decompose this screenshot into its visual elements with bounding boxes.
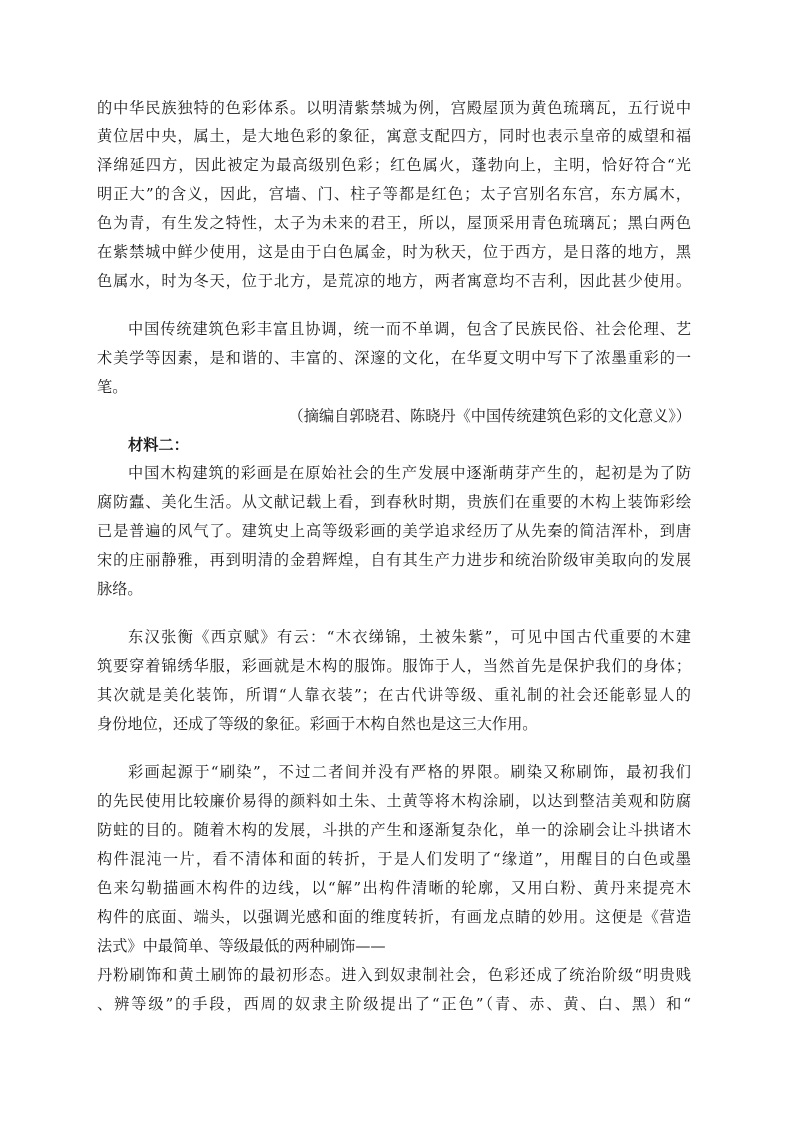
text-line: 丹粉刷饰和黄土刷饰的最初形态。进入到奴隶制社会，色彩还成了统治阶级“明贵贱 xyxy=(97,966,691,984)
text-line: 脉络。 xyxy=(97,580,143,598)
text-line: 的先民使用比较廉价易得的颜料如土朱、土黄等将木构涂刷，以达到整洁美观和防腐 xyxy=(97,792,691,810)
text-line: 色属水，时为冬天，位于北方，是荒凉的地方，两者寓意均不吉利，因此甚少使用。 xyxy=(97,272,691,290)
section-heading: 材料二： xyxy=(128,436,189,454)
text-line: 其次就是美化装饰，所谓“人靠衣装”；在古代讲等级、重礼制的社会还能彰显人的 xyxy=(97,686,691,704)
text-line: 宋的庄丽静雅，再到明清的金碧辉煌，自有其生产力进步和统治阶级审美取向的发展 xyxy=(97,551,691,569)
text-line: 构件混沌一片，看不清体和面的转折，于是人们发明了“缘道”，用醒目的白色或墨 xyxy=(97,850,691,868)
text-line: 腐防蠹、美化生活。从文献记载上看，到春秋时期，贵族们在重要的木构上装饰彩绘 xyxy=(97,493,691,511)
text-line: 身份地位，还成了等级的象征。彩画于木构自然也是这三大作用。 xyxy=(97,715,538,733)
text-line: 明正大”的含义，因此，宫墙、门、柱子等都是红色；太子宫别名东宫，东方属木， xyxy=(97,185,691,203)
text-line: 法式》中最简单、等级最低的两种刷饰—— xyxy=(97,937,386,955)
text-line: 已是普遍的风气了。建筑史上高等级彩画的美学追求经历了从先秦的简洁浑朴，到唐 xyxy=(97,522,691,540)
text-line: 中国木构建筑的彩画是在原始社会的生产发展中逐渐萌芽产生的，起初是为了防 xyxy=(128,464,691,482)
text-line: 色为青，有生发之特性，太子为未来的君王，所以，屋顶采用青色琉璃瓦；黑白两色 xyxy=(97,214,691,232)
text-line: 东汉张衡《西京赋》有云：“木衣绨锦，土被朱紫”，可见中国古代重要的木建 xyxy=(128,628,691,646)
text-line: 彩画起源于“刷染”，不过二者间并没有严格的界限。刷染又称刷饰，最初我们 xyxy=(128,763,691,781)
text-line: 中国传统建筑色彩丰富且协调，统一而不单调，包含了民族民俗、社会伦理、艺 xyxy=(128,320,691,338)
citation: （摘编自郭晓君、陈晓丹《中国传统建筑色彩的文化意义》） xyxy=(288,407,691,425)
text-line: 术美学等因素，是和谐的、丰富的、深邃的文化，在华夏文明中写下了浓墨重彩的一 xyxy=(97,349,691,367)
text-line: 筑要穿着锦绣华服，彩画就是木构的服饰。服饰于人，当然首先是保护我们的身体； xyxy=(97,657,691,675)
text-line: 防蛀的目的。随着木构的发展，斗拱的产生和逐渐复杂化，单一的涂刷会让斗拱诸木 xyxy=(97,821,691,839)
text-line: 黄位居中央，属土，是大地色彩的象征，寓意支配四方，同时也表示皇帝的威望和福 xyxy=(97,127,691,145)
text-line: 在紫禁城中鲜少使用，这是由于白色属金，时为秋天，位于西方，是日落的地方，黑 xyxy=(97,243,691,261)
text-line: 的中华民族独特的色彩体系。以明清紫禁城为例，宫殿屋顶为黄色琉璃瓦，五行说中 xyxy=(97,99,691,117)
text-line: 笔。 xyxy=(97,378,128,396)
text-line: 构件的底面、端头，以强调光感和面的维度转折，有画龙点睛的妙用。这便是《营造 xyxy=(97,908,691,926)
text-line: 、辨等级”的手段，西周的奴隶主阶级提出了“正色”（青、赤、黄、白、黑）和“ xyxy=(97,995,691,1013)
text-line: 泽绵延四方，因此被定为最高级别色彩；红色属火，蓬勃向上，主明，恰好符合“光 xyxy=(97,156,691,174)
text-line: 色来勾勒描画木构件的边线，以“解”出构件清晰的轮廓，又用白粉、黄丹来提亮木 xyxy=(97,879,691,897)
